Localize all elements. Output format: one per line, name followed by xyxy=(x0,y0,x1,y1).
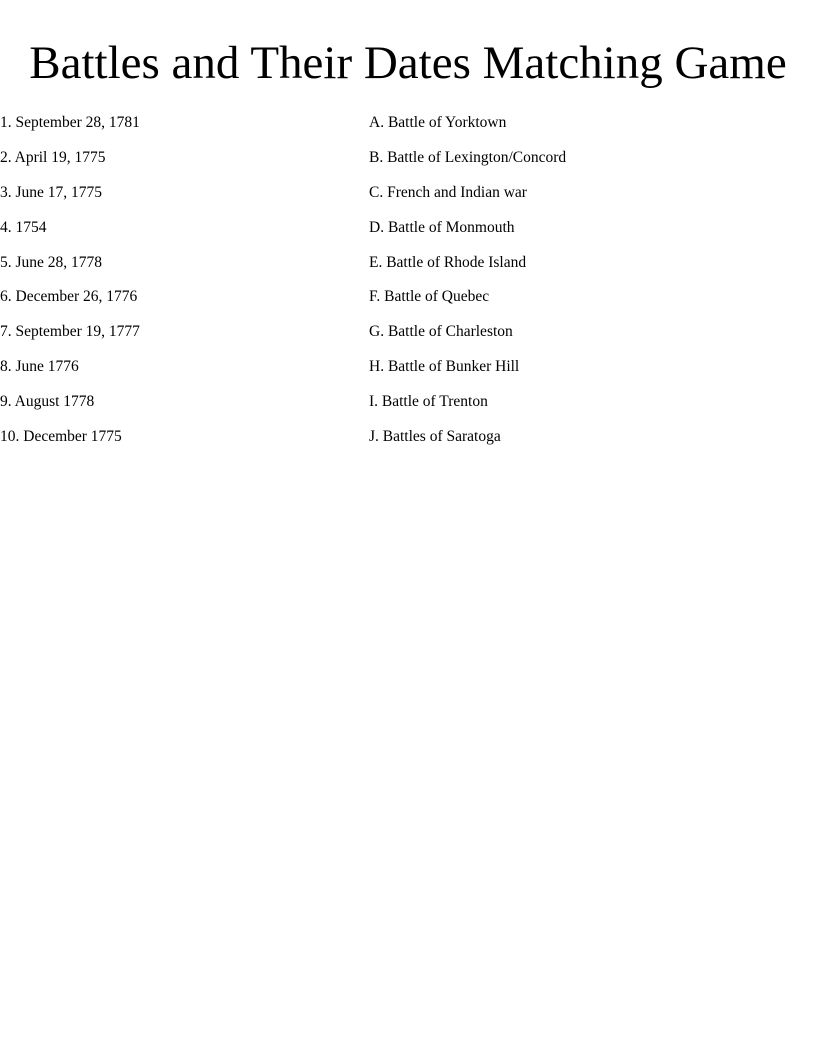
date-item: 3. June 17, 1775 xyxy=(0,183,103,201)
page-title: Battles and Their Dates Matching Game xyxy=(29,37,787,89)
battle-item: J. Battles of Saratoga xyxy=(369,428,501,446)
date-item: 2. April 19, 1775 xyxy=(0,148,106,166)
battle-item: I. Battle of Trenton xyxy=(369,393,488,411)
battle-item: B. Battle of Lexington/Concord xyxy=(369,148,567,166)
date-item: 5. June 28, 1778 xyxy=(0,253,103,271)
date-item: 8. June 1776 xyxy=(0,358,79,376)
battle-item: E. Battle of Rhode Island xyxy=(369,253,527,271)
battle-item: G. Battle of Charleston xyxy=(369,323,513,341)
date-item: 10. December 1775 xyxy=(0,428,122,446)
battle-item: A. Battle of Yorktown xyxy=(369,114,507,131)
date-item: 9. August 1778 xyxy=(0,393,95,411)
date-item: 7. September 19, 1777 xyxy=(0,323,140,341)
battles-list xyxy=(369,112,809,461)
date-item: 4. 1754 xyxy=(0,218,47,236)
battle-item: C. French and Indian war xyxy=(369,183,527,201)
date-item: 6. December 26, 1776 xyxy=(0,288,138,306)
battle-item: F. Battle of Quebec xyxy=(369,288,490,306)
battle-item: D. Battle of Monmouth xyxy=(369,218,515,236)
battle-item: H. Battle of Bunker Hill xyxy=(369,358,520,376)
date-item: 1. September 28, 1781 xyxy=(0,114,140,131)
dates-list xyxy=(0,112,360,461)
